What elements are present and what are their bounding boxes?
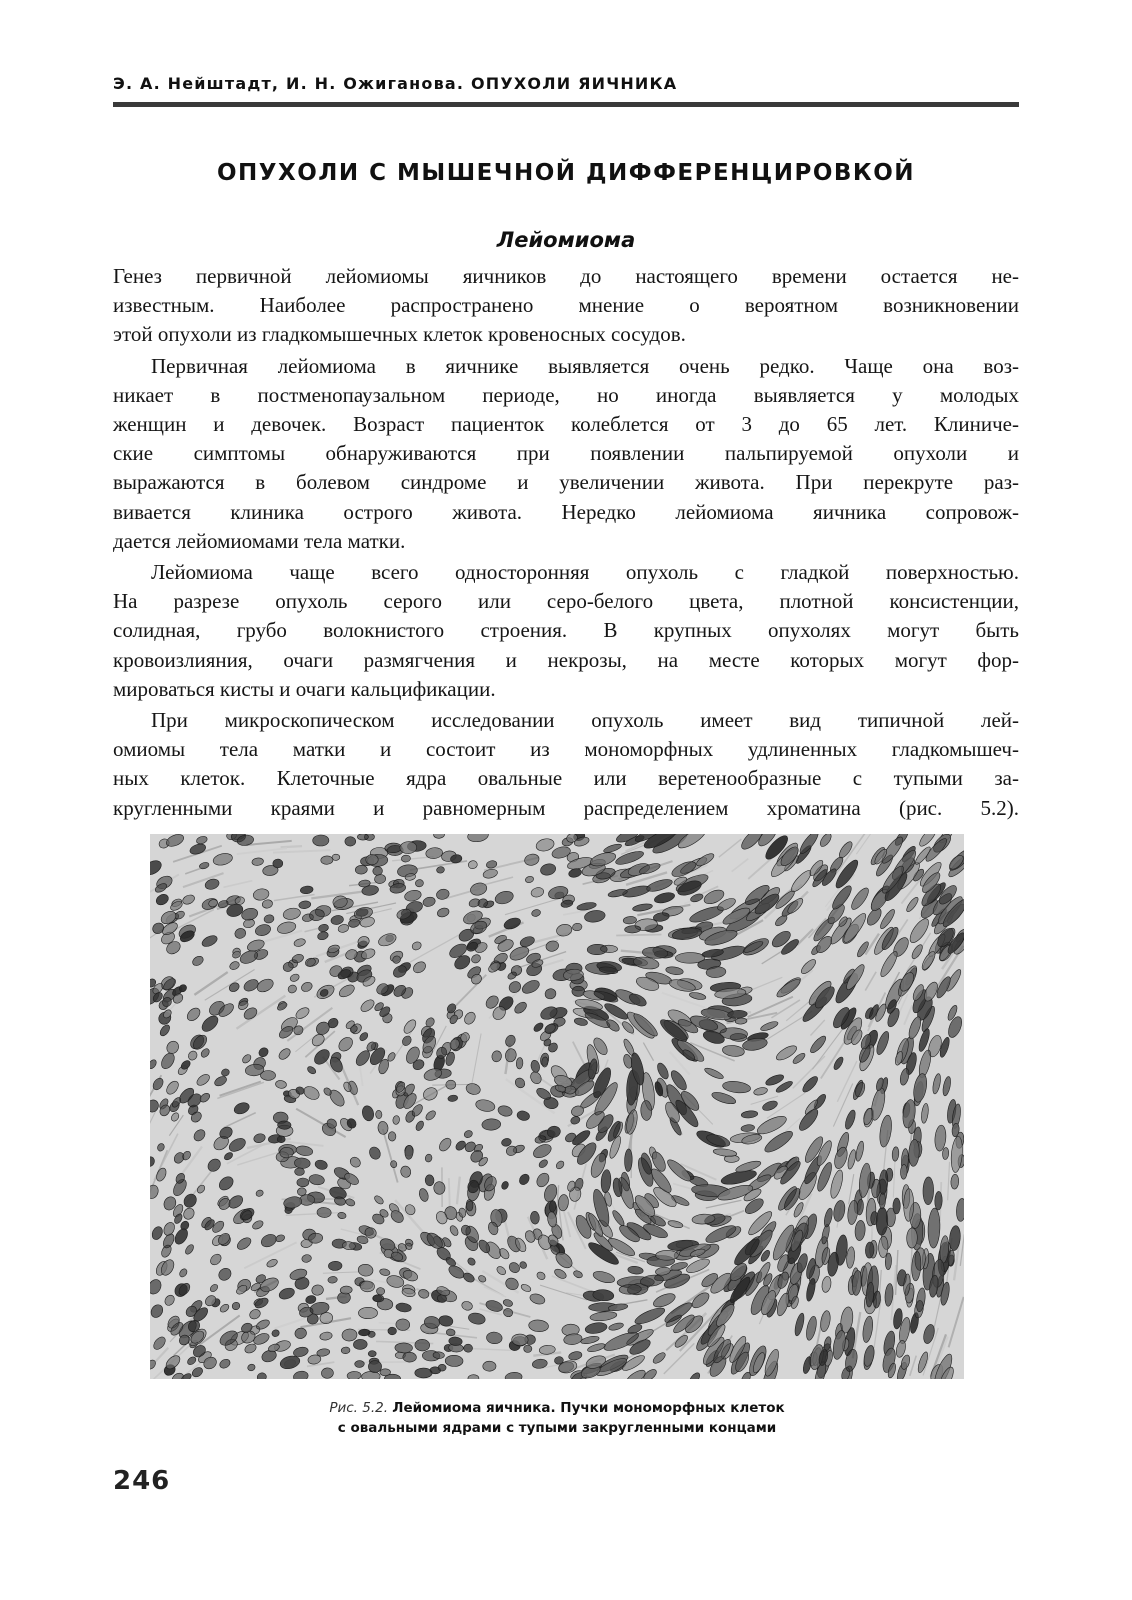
- text-line: женщин и девочек. Возраст пациенток колеблется от 3 до 65 лет. Клиниче-: [113, 412, 1019, 437]
- cell-nucleus: [904, 1189, 914, 1222]
- cell-nucleus: [425, 1175, 434, 1186]
- cell-nucleus: [445, 1355, 463, 1367]
- text-line: вивается клиника острого живота. Нередко лейомиома яичника сопровож-: [113, 499, 1019, 524]
- text-line: На разрезе опухоль серого или серо-белого цвета, плотной консистенции,: [113, 589, 1019, 614]
- cell-nucleus: [675, 952, 705, 963]
- text-line: ские симптомы обнаруживаются при появлении пальпируемой опухоли и: [113, 441, 1019, 466]
- page-number: 246: [113, 1466, 171, 1496]
- text-line: солидная, грубо волокнистого строения. В крупных опухолях могут быть: [113, 618, 1019, 643]
- cell-nucleus: [446, 1080, 456, 1089]
- cell-nucleus: [524, 1345, 532, 1353]
- running-head: Э. А. Нейштадт, И. Н. Ожиганова. ОПУХОЛИ ЯИЧНИКА: [113, 74, 678, 93]
- cell-nucleus: [358, 1307, 377, 1319]
- text-line: мироваться кисты и очаги кальцификации.: [113, 676, 496, 701]
- stroma-fiber: [449, 1178, 450, 1209]
- text-line: Генез первичной лейомиомы яичников до настоящего времени остается не-: [113, 264, 1019, 288]
- text-line: выражаются в болевом синдроме и увеличении живота. При перекруте раз-: [113, 470, 1019, 495]
- text-line: Первичная лейомиома в яичнике выявляется очень редко. Чаще она воз-: [151, 353, 1019, 378]
- cell-nucleus: [345, 837, 356, 846]
- cell-nucleus: [466, 1199, 473, 1211]
- cell-nucleus: [511, 1334, 528, 1346]
- cell-nucleus: [321, 856, 334, 865]
- cell-nucleus: [313, 835, 329, 846]
- cell-nucleus: [277, 1121, 291, 1130]
- caption-text-1: Лейомиома яичника. Пучки мономорфных клеток: [392, 1400, 785, 1416]
- text-line: омиомы тела матки и состоит из мономорфных удлиненных гладкомышеч-: [113, 737, 1019, 762]
- text-line: известным. Наиболее распространено мнение о вероятном возникновении: [113, 293, 1019, 318]
- stroma-fiber: [281, 846, 302, 847]
- cell-nucleus: [403, 1352, 417, 1362]
- cell-nucleus: [656, 1250, 679, 1260]
- cell-nucleus: [395, 1343, 413, 1353]
- paragraph-4: [113, 706, 1019, 823]
- cell-nucleus: [415, 1368, 433, 1378]
- cell-nucleus: [358, 1329, 370, 1336]
- caption-line-1: [150, 1398, 964, 1418]
- paragraph-1: [113, 262, 1019, 350]
- cell-nucleus: [368, 1360, 382, 1372]
- cell-nucleus: [438, 1364, 446, 1371]
- cell-nucleus: [368, 1351, 376, 1357]
- stroma-fiber: [616, 935, 661, 936]
- subsection-title: Лейомиома: [496, 228, 636, 252]
- body-text: [113, 262, 1019, 825]
- paragraph-2: [113, 352, 1019, 556]
- cell-nucleus: [388, 1132, 396, 1142]
- text-line: ных клеток. Клеточные ядра овальные или веретенообразные с тупыми за-: [113, 766, 1019, 791]
- caption-text-2: с овальными ядрами с тупыми закругленными концами: [337, 1420, 777, 1436]
- cell-nucleus: [483, 1361, 496, 1371]
- cell-nucleus: [463, 1344, 472, 1353]
- cell-nucleus: [434, 1181, 446, 1194]
- text-line: дается лейомиомами тела матки.: [113, 528, 406, 553]
- section-title: ОПУХОЛИ С МЫШЕЧНОЙ ДИФФЕРЕНЦИРОВКОЙ: [216, 160, 916, 186]
- text-line: никает в постменопаузальном периоде, но иногда выявляется у молодых: [113, 382, 1019, 407]
- cell-nucleus: [572, 986, 585, 996]
- text-line: кругленными краями и равномерным распределением хроматина (рис. 5.2).: [113, 795, 1019, 820]
- cell-nucleus: [906, 1228, 917, 1248]
- cell-nucleus: [735, 1018, 747, 1025]
- text-line: Лейомиома чаще всего односторонняя опухоль с гладкой поверхностью.: [151, 560, 1019, 585]
- cell-nucleus: [541, 1057, 548, 1068]
- header-rule: [113, 102, 1019, 107]
- micrograph-image: [150, 834, 964, 1379]
- cell-nucleus: [366, 854, 379, 865]
- cell-nucleus: [355, 1360, 365, 1367]
- micrograph-figure: [150, 834, 964, 1379]
- figure-caption: [150, 1398, 964, 1438]
- cell-nucleus: [375, 1110, 382, 1119]
- cell-nucleus: [433, 1352, 445, 1359]
- cell-nucleus: [587, 944, 607, 955]
- cell-nucleus: [893, 1198, 901, 1214]
- text-line: кровоизлияния, очаги размягчения и некрозы, на месте которых могут фор-: [113, 647, 1019, 672]
- cell-nucleus: [295, 1168, 305, 1176]
- paragraph-3: [113, 558, 1019, 704]
- cell-nucleus: [388, 1327, 397, 1335]
- cell-nucleus: [357, 834, 368, 840]
- text-line: этой опухоли из гладкомышечных клеток кровеносных сосудов.: [113, 322, 686, 347]
- cell-nucleus: [341, 1347, 350, 1354]
- figure-reference: Рис. 5.2.: [329, 1400, 388, 1416]
- cell-nucleus: [297, 1178, 309, 1187]
- cell-nucleus: [277, 1136, 285, 1143]
- text-line: При микроскопическом исследовании опухоль имеет вид типичной лей-: [151, 708, 1019, 733]
